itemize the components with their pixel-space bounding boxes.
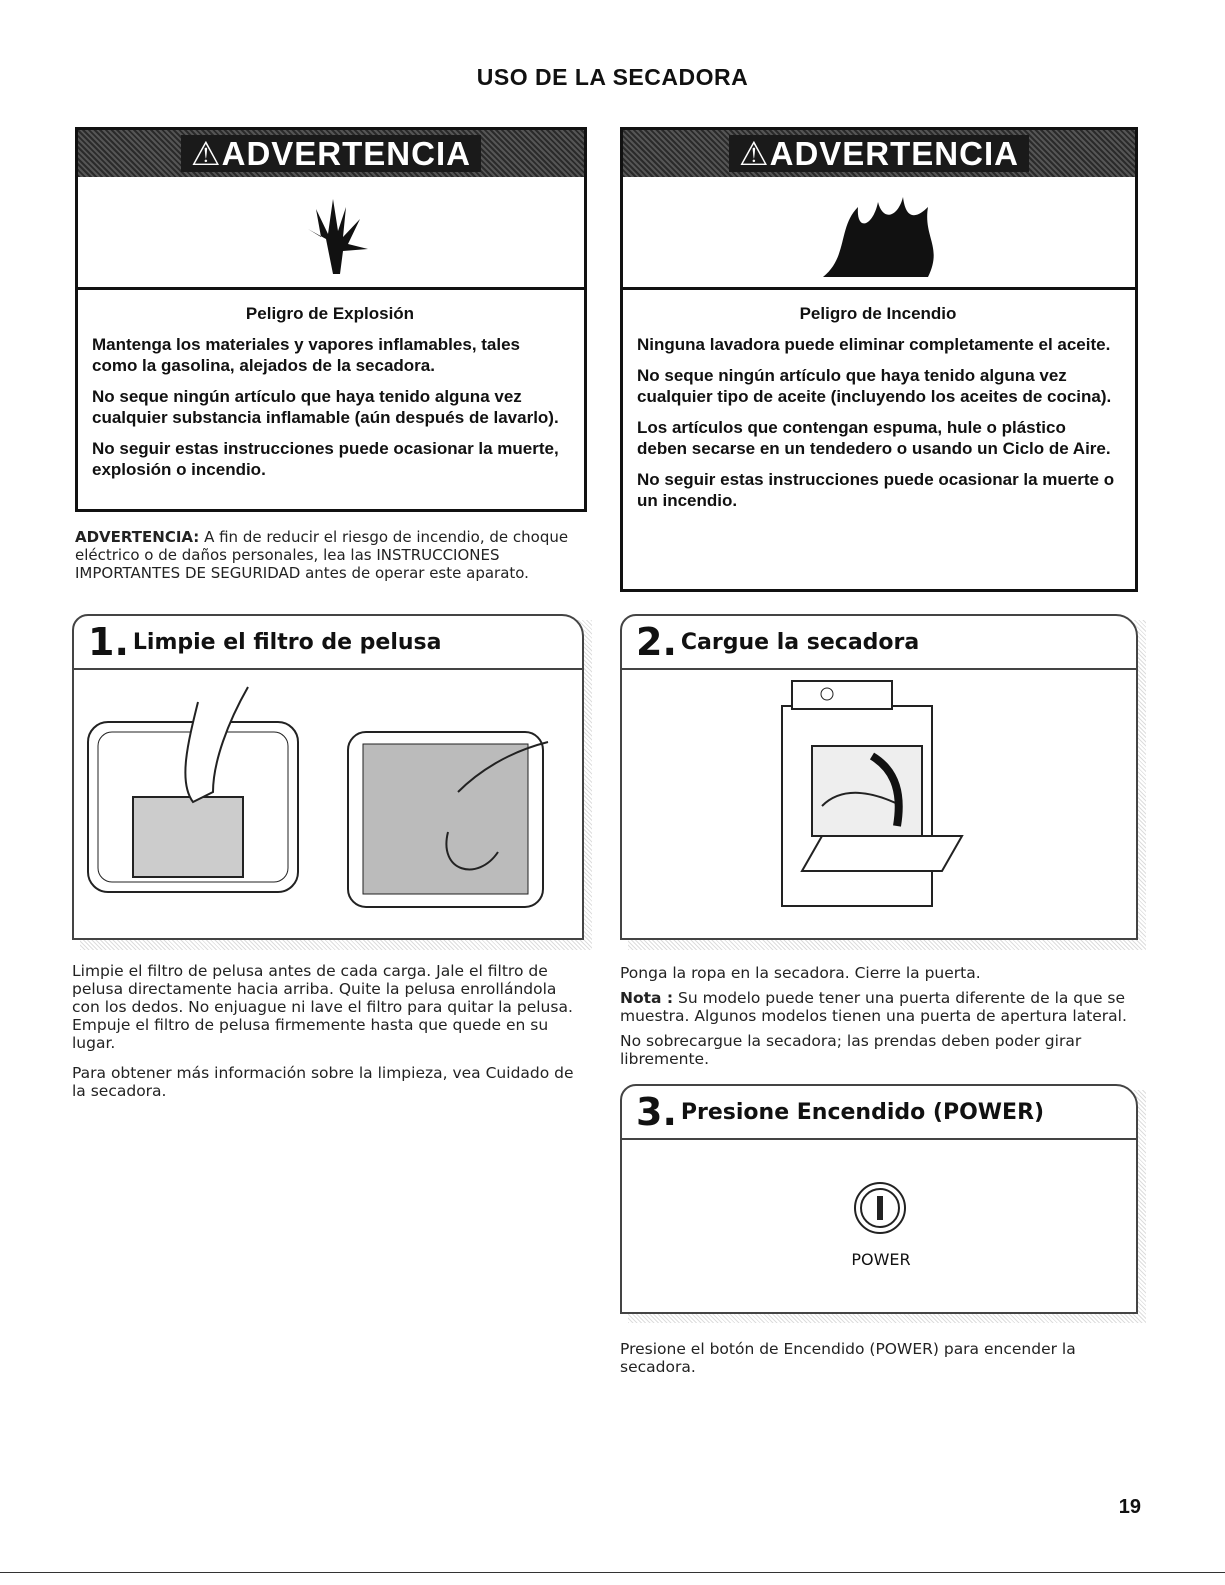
step3-panel xyxy=(620,1084,1138,1314)
power-icon xyxy=(852,1180,908,1236)
page-number: 19 xyxy=(1118,1496,1141,1518)
step2-text xyxy=(620,964,1140,1075)
step2-panel xyxy=(620,614,1138,940)
step-title: Cargue la secadora xyxy=(680,629,920,655)
step-number: 1. xyxy=(88,620,129,664)
explosion-icon xyxy=(288,189,378,279)
step1-text xyxy=(72,962,584,1107)
fire-icon xyxy=(818,187,948,282)
step2-header xyxy=(622,616,1136,670)
warning-text: Ninguna lavadora puede eliminar completamente el aceite. xyxy=(637,335,1111,354)
warning-text: No seque ningún artículo que haya tenido alguna vez cualquier tipo de aceite (incluyendo los aceites de cocina). xyxy=(637,366,1112,406)
power-button-label: POWER xyxy=(851,1250,911,1269)
step3-text xyxy=(620,1340,1080,1383)
step3-header xyxy=(622,1086,1136,1140)
warning-icon-area xyxy=(623,177,1135,290)
lint-filter-illustration xyxy=(78,672,578,932)
paragraph: Presione el botón de Encendido (POWER) para encender la secadora. xyxy=(620,1340,1076,1376)
step1-panel xyxy=(72,614,584,940)
safety-note: ADVERTENCIA: A fin de reducir el riesgo de incendio, de choque eléctrico o de daños personales, lea las INSTRUCCIONES IMPORTANTES DE SEGURIDAD antes de operar este aparato. xyxy=(75,528,569,582)
step1-header xyxy=(74,616,582,670)
warning-text: No seguir estas instrucciones puede ocasionar la muerte, explosión o incendio. xyxy=(92,439,559,479)
step-title: Presione Encendido (POWER) xyxy=(680,1099,1045,1125)
warning-text: Mantenga los materiales y vapores inflamables, tales como la gasolina, alejados de la secadora. xyxy=(92,335,521,375)
page-title: USO DE LA SECADORA xyxy=(476,64,749,90)
step-number: 2. xyxy=(636,620,677,664)
paragraph: Limpie el filtro de pelusa antes de cada carga. Jale el filtro de pelusa directamente hacia arriba. Quite la pelusa enrollándola con los dedos. No enjuague ni lave el filtro para quitar la pelusa. Empuje el filtro de pelusa firmemente hasta que quede en su lugar. xyxy=(72,962,573,1052)
warning-triangle-icon: ⚠ xyxy=(739,135,770,172)
paragraph: Para obtener más información sobre la limpieza, vea Cuidado de la secadora. xyxy=(72,1064,574,1100)
bottom-rule xyxy=(0,1572,1225,1573)
warning-text: Los artículos que contengan espuma, hule o plástico deben secarse en un tendedero o usando un Ciclo de Aire. xyxy=(637,418,1111,458)
warning-text: No seguir estas instrucciones puede ocasionar la muerte o un incendio. xyxy=(637,470,1115,510)
step-title: Limpie el filtro de pelusa xyxy=(132,629,442,655)
fire-warning-box xyxy=(620,127,1138,592)
warning-text: No seque ningún artículo que haya tenido alguna vez cualquier substancia inflamable (aún después de lavarlo). xyxy=(92,387,559,427)
explosion-warning-box xyxy=(75,127,587,512)
paragraph: No sobrecargue la secadora; las prendas deben poder girar libremente. xyxy=(620,1032,1082,1068)
warning-subtitle: Peligro de Incendio xyxy=(799,304,957,323)
warning-header: ⚠ADVERTENCIA xyxy=(623,130,1135,177)
dryer-loading-illustration xyxy=(762,676,982,916)
paragraph: Ponga la ropa en la secadora. Cierre la puerta. xyxy=(620,964,981,982)
step-number: 3. xyxy=(636,1090,677,1134)
warning-header: ⚠ADVERTENCIA xyxy=(78,130,584,177)
note-paragraph: Nota : Su modelo puede tener una puerta diferente de la que se muestra. Algunos modelos tienen una puerta de apertura lateral. xyxy=(620,989,1127,1025)
warning-subtitle: Peligro de Explosión xyxy=(245,304,415,323)
warning-triangle-icon: ⚠ xyxy=(191,135,222,172)
warning-icon-area xyxy=(78,177,584,290)
